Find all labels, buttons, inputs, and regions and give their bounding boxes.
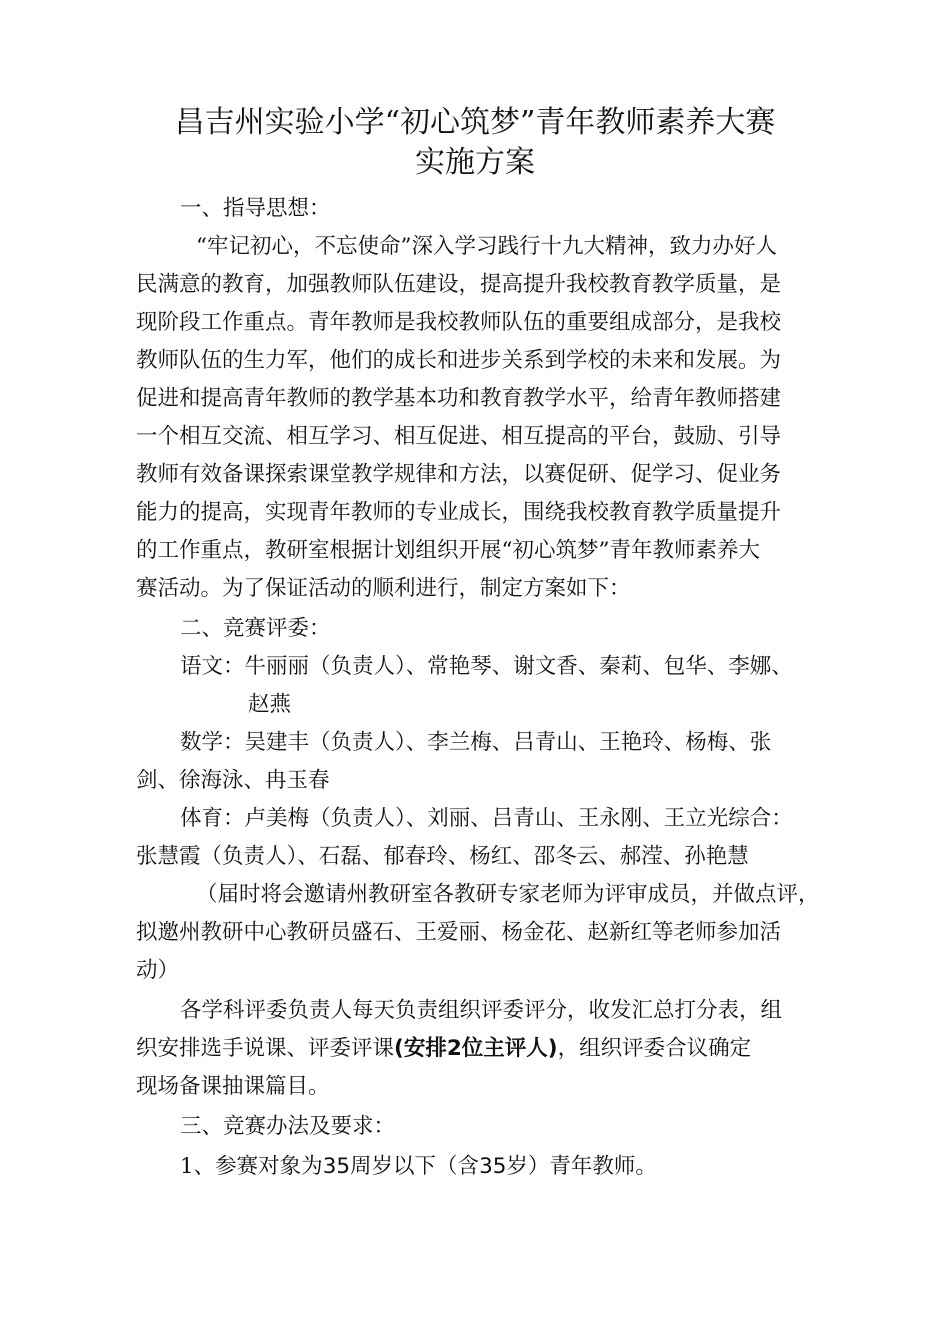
section2-heading: 二、竞赛评委： [180,616,331,641]
judges-chinese-cont: 赵燕 [248,692,292,717]
section1-line: 现阶段工作重点。青年教师是我校教师队伍的重要组成部分，是我校 [136,310,782,335]
document-subtitle: 实施方案 [415,145,535,180]
duty-text-bold: (安排2位主评人) [394,1036,558,1061]
section1-line: 能力的提高，实现青年教师的专业成长，围绕我校教育教学质量提升 [136,500,782,525]
item1-age: 35 [322,1154,351,1179]
judges-math-cont: 剑、徐海泳、冉玉春 [136,768,330,793]
section1-line: “牢记初心，不忘使命”深入学习践行十九大精神，致力办好人 [196,234,777,259]
judges-note: （届时将会邀请州教研室各教研专家老师为评审成员，并做点评， [196,882,820,907]
judges-pe: 体育：卢美梅（负责人）、刘丽、吕青山、王永刚、王立光综合： [180,806,793,831]
section1-heading: 一、指导思想： [180,196,331,221]
document-title: 昌吉州实验小学“初心筑梦”青年教师素养大赛 [174,105,776,140]
judges-math: 数学：吴建丰（负责人）、李兰梅、吕青山、王艳玲、杨梅、张 [180,730,772,755]
section1-line: 教师队伍的生力军，他们的成长和进步关系到学校的未来和发展。为 [136,348,782,373]
item1-text-e: 岁）青年教师。 [506,1154,657,1179]
section1-line: 教师有效备课探索课堂教学规律和方法，以赛促研、促学习、促业务 [136,462,782,487]
section1-line: 促进和提高青年教师的教学基本功和教育教学水平，给青年教师搭建 [136,386,782,411]
duty-text-c: ，组织评委合议确定 [557,1036,752,1061]
section3-heading: 三、竞赛办法及要求： [180,1114,396,1139]
section1-line: 的工作重点，教研室根据计划组织开展“初心筑梦”青年教师素养大 [136,538,760,563]
judges-note-cont: 拟邀州教研中心教研员盛石、王爱丽、杨金花、赵新红等老师参加活 [136,920,782,945]
judges-note-end: 动） [136,958,180,983]
item1-text-c: 周岁以下（含 [350,1154,480,1179]
judges-chinese: 语文：牛丽丽（负责人）、常艳琴、谢文香、秦莉、包华、李娜、 [180,654,793,679]
item1-text-a: 1、参赛对象为 [180,1154,323,1179]
section3-item1 [180,1152,657,1182]
item1-age-2: 35 [479,1154,507,1179]
judges-comprehensive: 张慧霞（负责人）、石磊、郁春玲、杨红、邵冬云、郝滢、孙艳慧 [136,844,749,869]
section1-line: 民满意的教育，加强教师队伍建设，提高提升我校教育教学质量，是 [136,272,782,297]
duty-text-a: 织安排选手说课、评委评课 [136,1036,395,1061]
judges-duty-end: 现场备课抽课篇目。 [136,1074,330,1099]
judges-duty: 各学科评委负责人每天负责组织评委评分，收发汇总打分表，组 [180,998,783,1023]
judges-duty-cont [136,1034,751,1064]
section1-line: 一个相互交流、相互学习、相互促进、相互提高的平台，鼓励、引导 [136,424,782,449]
section1-line: 赛活动。为了保证活动的顺利进行，制定方案如下： [136,576,631,601]
